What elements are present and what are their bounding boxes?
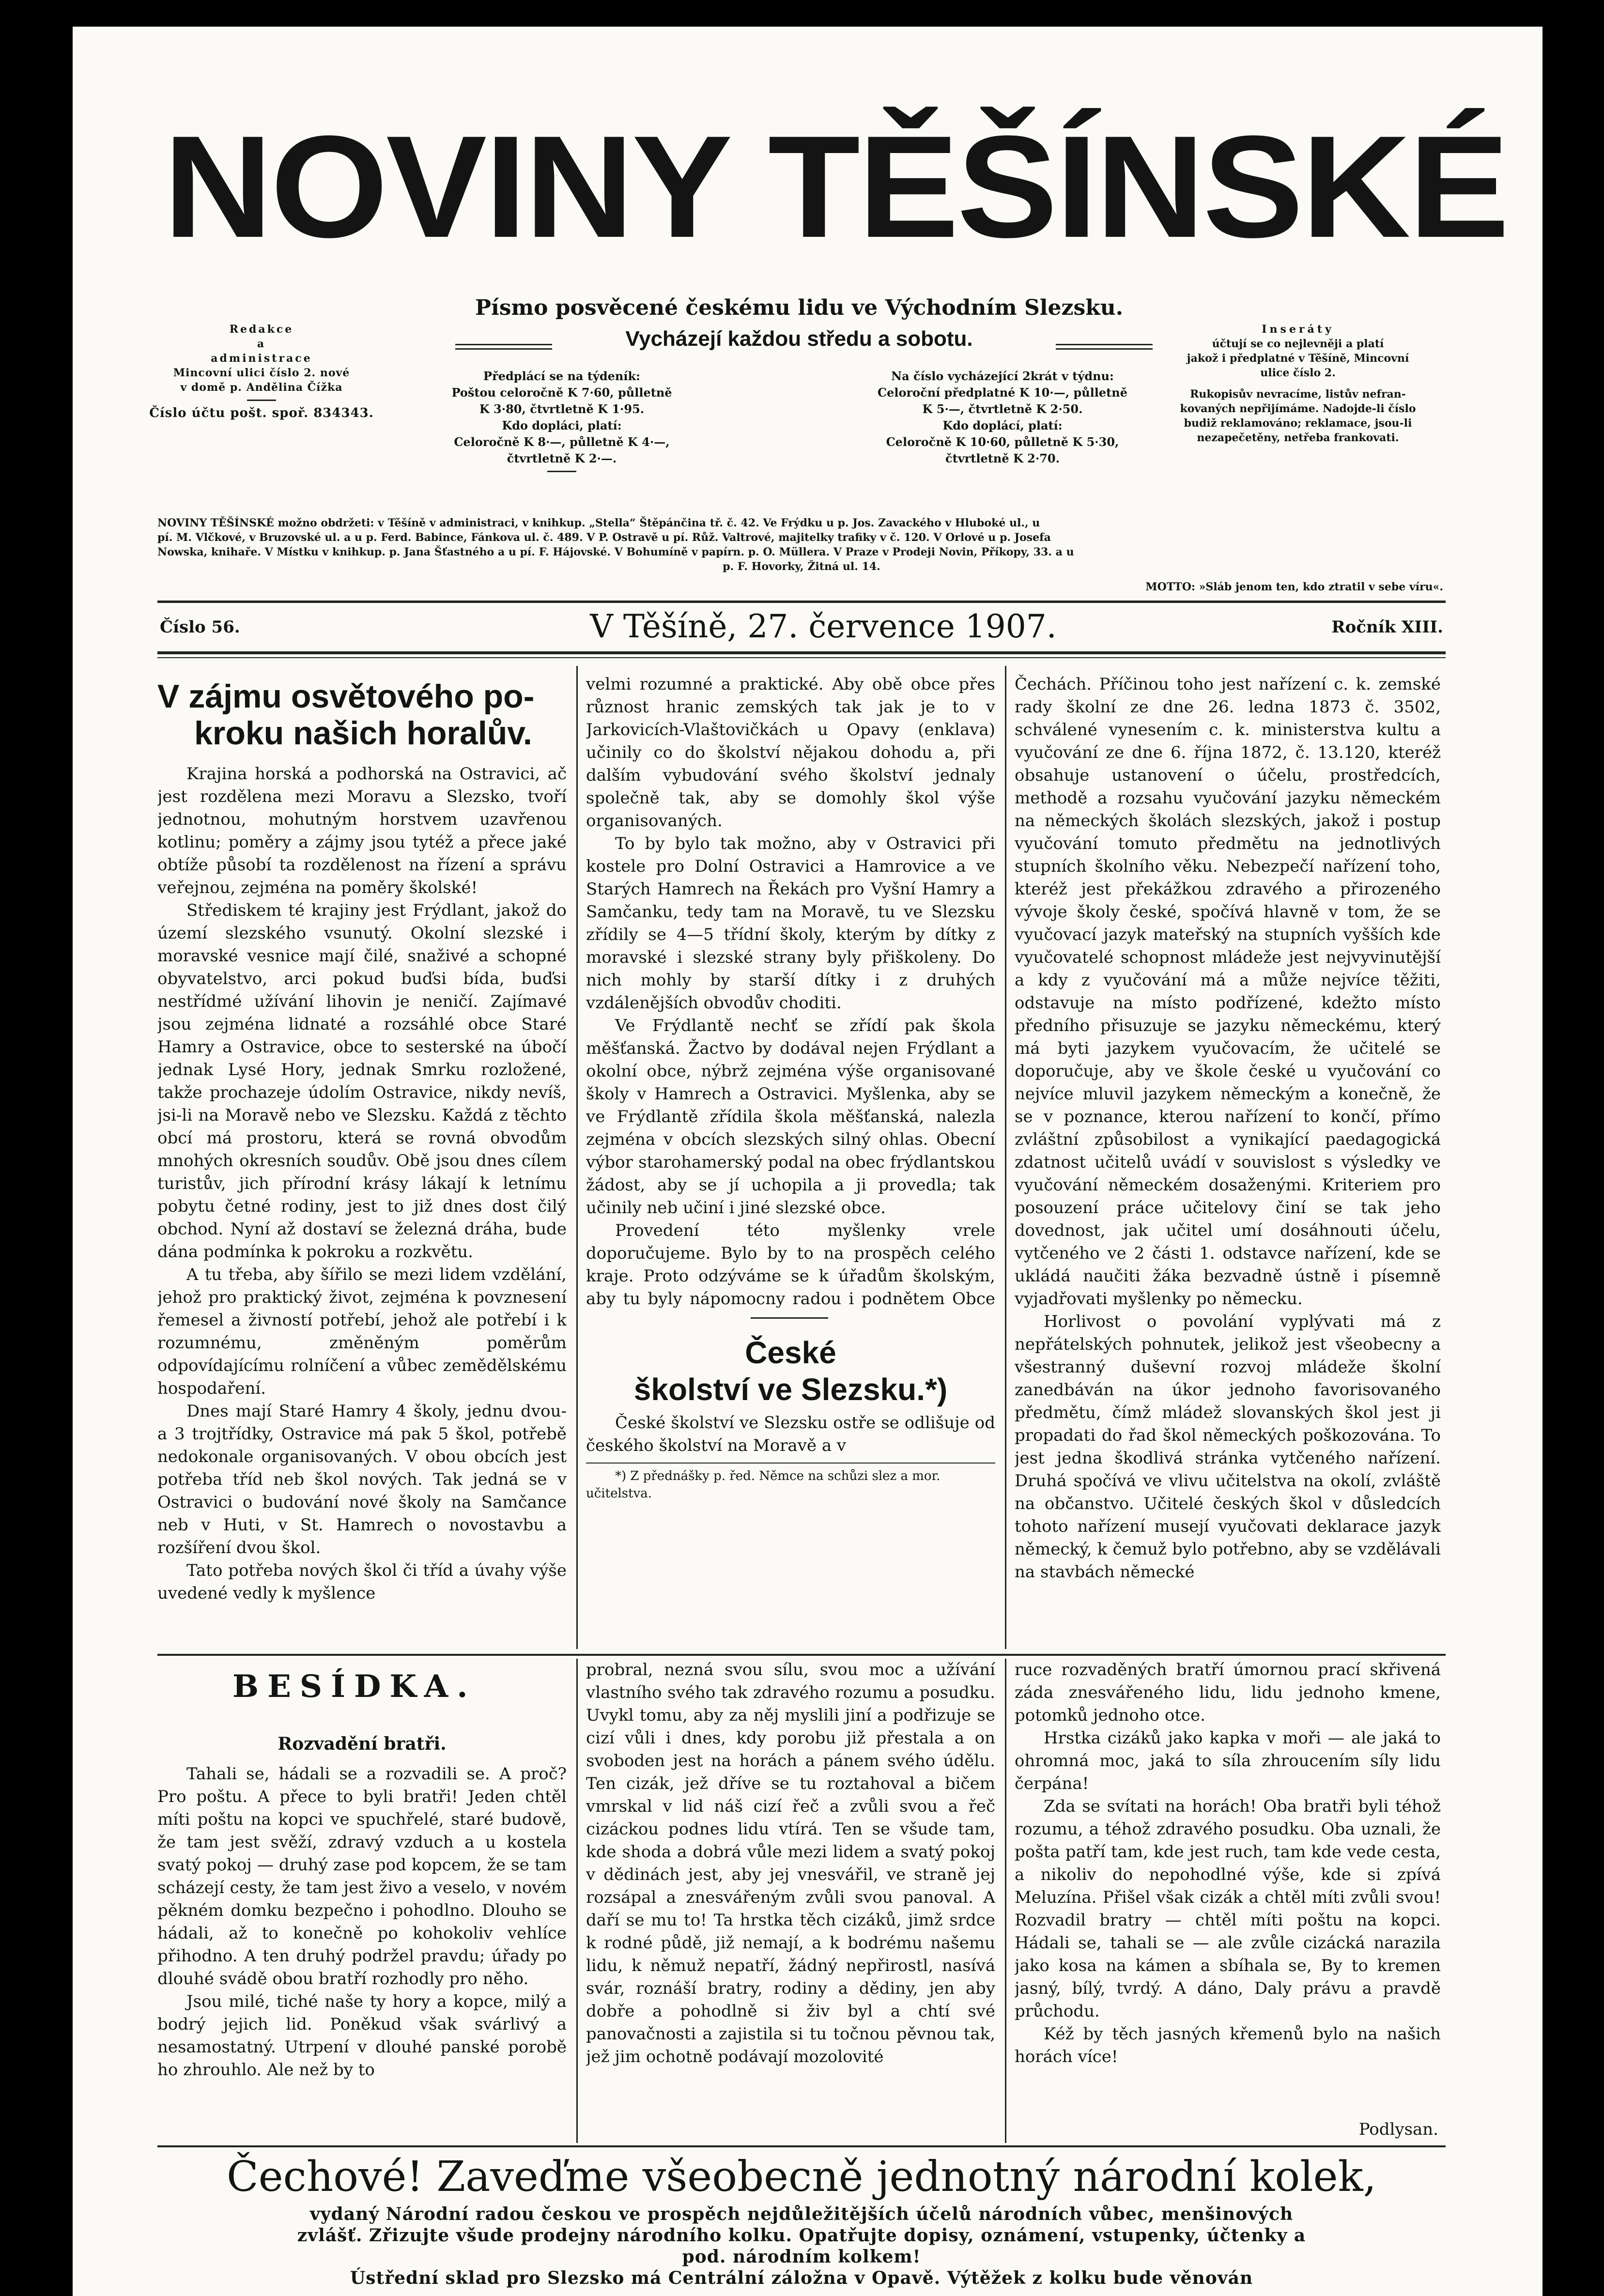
footnote: *) Z přednášky p. řed. Němce na schůzi slez a mor. učitelstva. [586,1469,941,1501]
issue-number: Číslo 56. [160,617,240,637]
banner-line: vydaný Národní radou českou ve prospěch nejdůležitějších účelů národních vůbec, menšinových [309,2204,1294,2224]
advertising-line: budiž reklamováno; reklamace, jsou-li [1184,417,1412,430]
column-rule [576,666,578,1649]
column-rule [576,1659,578,2143]
article-headline-2 [586,1334,995,1408]
ornament-rule-left [455,344,552,350]
motto: MOTTO: »Sláb jenom ten, kdo ztratil v sebe víru«. [1145,581,1443,593]
advertising-box [1162,322,1434,445]
article-column-1 [157,763,567,1649]
article-headline [157,678,569,752]
column-rule [1005,1659,1006,2143]
article-column-3 [1015,673,1441,1649]
advertising-title: Inseráty [1262,323,1334,336]
banner-line: Ústřední sklad pro Slezsko má Centrální záložna v Opavě. Výtěžek z kolku bude věnován [350,2268,1253,2288]
weekly-line: čtvrtletně K 2·—. [507,451,617,465]
paragraph: Horlivost o povolání vyplývati má z nepřátelských pohnutek, jelikož jest všeobecny a všestranný duševní rozvoj mládeže školní zanedbáván na úkor jednoho favorisovaného předmětu, čímž mládež slovanských škol jest ji propadati do řad škol německých poškozována. To jest jedna škodlivá stránka vytčeného nařízení. Druhá spočívá ve vlivu učitelstva na okolí, zvláště na občanstvo. Učitelé českých škol v důsledcích tohoto nařízení musejí vyučovati deklarace jazyk německý, k čemuž bylo potřebno, aby se vzdělávali na stavbách německé [1015,1312,1441,1582]
paragraph: Čechách. Příčinou toho jest nařízení c. k. zemské rady školní ze dne 26. ledna 1873 č. 3502, schválené vynesením c. k. ministerstva kultu a vyučování ze dne 6. října 1872, č. 13.120, kteréž obsahuje ustanovení o účelu, prostředcích, methodě a rozsahu vyučování jazyku německém na německých školách slezských, jakož i postup vyučování tomuto předmětu na jednotlivých stupních školního věku. Nebezpečí nařízení toho, kteréž jest překážkou zdravého a přirozeného vývoje školy české, spočívá hlavně v tom, že se vyučovací jazyk mateřský na stupních vyšších kde vyučovatelé schopnost mládeže jest nejvyvinutější a kdy z vyučování má a může nejvíce těžiti, odstavuje na místo podřízené, kdežto místo předního přisuzuje se jazyku německému, který má byti jazykem vyučovacím, že učitelé se doporučuje, aby ve škole české u vyučování co nejvíce mluvil jazykem německým a konečně, že se v poznance, kterou nařízení to končí, přímo zvláštní způsobilost a vynikající paedagogická zdatnost učitelů uvádí v souvislost s výsledky ve vyučování německém dosaženými. Kriteriem pro posouzení práce učitelovy činí se tak jeho dovednost, jak učitel umí dosáhnouti účelu, vytčeného ve 2 části 1. odstavce nařízení, kde se ukládá naučiti žáka bezvadně ústně i písemně vyjadřovati myšlenky po německu. [1015,675,1441,1309]
volume: Ročník XIII. [1331,617,1443,637]
advertising-line: kovaných nepřijímáme. Nadojde-li číslo [1180,402,1416,415]
headline-line: školství ve Slezsku.*) [633,1372,948,1407]
feuilleton-column-2 [586,1659,995,2143]
editorial-box [145,322,378,420]
feuilleton-subtitle: Rozvadění bratři. [278,1734,447,1754]
advertising-line: jakož i předplatné v Těšíně, Mincovní [1187,352,1409,365]
divider [547,471,576,472]
banner-rule [157,2145,1446,2147]
banner-headline: Čechové! Zaveďme všeobecně jednotný národní kolek, [226,2153,1377,2201]
paragraph: Kéž by těch jasných křemenů bylo na našich horách více! [1015,2024,1441,2066]
twice-line: Celoroční předplatné K 10·—, půlletně [878,385,1127,400]
article-column-2 [586,673,995,1308]
divider [247,400,276,401]
banner-line: pod. národním kolkem! [682,2247,921,2267]
paragraph: Tato potřeba nových škol či tříd a úvahy výše uvedené vedly k myšlence [157,1561,567,1603]
distribution-line: Nowska, knihaře. V Místku v knihkup. p. Jana Šťastného a u pí. F. Hájovské. V Bohumíně v papírn. p. O. Müllera. V Praze v Prodeji Novin, Příkopy, 33. a u [157,546,1074,558]
twice-weekly-subscription [852,368,1153,467]
twice-line: čtvrtletně K 2·70. [945,451,1060,465]
appears-line: Vycházejí každou středu a sobotu. [625,327,973,351]
twice-line: Celoročně K 10·60, půlletně K 5·30, [886,435,1119,449]
twice-line: Kdo doplácí, platí: [942,418,1063,432]
banner-line: zvlášť. Zřizujte všude prodejny národního kolku. Opatřujte dopisy, oznámení, vstupenky, účtenky a [297,2225,1306,2246]
signature: Podlysan. [1358,2120,1438,2139]
weekly-line: Kdo dopláci, platí: [502,418,622,432]
paragraph: Ve Frýdlantě nechť se zřídí pak škola měšťanská. Žactvo by dodával nejen Frýdlant a okolní obce, nýbrž zejména výše organisované školy v Hamrech a Ostravici. Myšlenka, aby se ve Frýdlantě zřídila škola měšťanská, nalezla zejména v obcích slezských silný ohlas. Obecní výbor starohamerský podal na obec frýdlantskou žádost, aby se jí uchopila a ji provedla; tak učinily neb učiní i jiné slezské obce. [586,1016,995,1217]
paragraph: Dnes mají Staré Hamry 4 školy, jednu dvou- a 3 trojtřídky, Ostravice má pak 5 škol, potřebě nedokonale organisovaných. V obou obcích jest potřeba tříd neb škol nových. Tak jedná se v Ostravici o budování nové školy na Samčance neb v Huti, v St. Hamrech o novostavbu a rozšíření dvou škol. [157,1402,567,1557]
subtitle: Písmo posvěcené českému lidu ve Východním Slezsku. [475,295,1124,320]
weekly-subscription [431,368,693,476]
editorial-line: a [257,338,266,350]
weekly-title: Předplácí se na týdeník: [483,369,640,383]
banner-text [157,2204,1446,2289]
distribution-line: p. F. Hovorky, Žitná ul. 14. [723,560,880,573]
editorial-line: Redakce [229,323,294,336]
weekly-line: Celoročně K 8·—, půlletně K 4·—, [454,435,670,449]
paragraph: To by bylo tak možno, aby v Ostravici při kostele pro Dolní Ostravici a Hamrovice a ve Starých Hamrech na Řekách pro Vyšní Hamry a Samčanku, tedy tam na Moravě, tu ve Slezsku zřídily se 4—5 třídní školy, kterým by dítky z moravské i slezské strany byly přiškoleny. Do nich mohly by starší dítky i z druhých vzdálenějších obvodův choditi. [586,834,995,1013]
paragraph: Provedení této myšlenky vrele doporučujeme. Bylo by to na prospěch celého kraje. Proto odzýváme se k úřadům školským, aby tu byly nápomocny radou i podnětem Obce [586,1221,995,1308]
footnote-rule [586,1463,995,1464]
feuilleton-column-1 [157,1763,567,2145]
distribution-notice [157,516,1446,574]
advertising-line: ulice číslo 2. [1260,367,1336,379]
column-rule [1005,666,1006,1649]
feuilleton-rule [157,1654,1446,1656]
advertising-line: nezapečetěny, netřeba frankovati. [1197,431,1399,444]
masthead-title: NOVINY TĚŠÍNSKÉ [163,105,1508,268]
issue-rule-thin [157,657,1446,658]
paragraph: Tahali se, hádali se a rozvadili se. A proč? Pro poštu. A přece to byli bratři! Jeden chtěl míti poštu na kopci ve spuchřelé, staré budově, že tam jest svěží, zdravý vzduch a u kostela svatý pokoj — druhý zase pod kopcem, že se tam scházejí cesty, že tam jest živo a veselo, v novém pěkném domku bezpečno i pohodlno. Dlouho se hádali, až to konečně po kohokoliv vehlíce přihodno. A ten druhý podržel pravdu; úřady po dlouhé svádě obou bratří rozhodly pro něho. [157,1764,567,1988]
separator [751,1317,828,1319]
paragraph: Hrstka cizáků jako kapka v moři — ale jaká to ohromná moc, jaká to síla zhroucením síly lidu čerpána! [1015,1728,1441,1793]
editorial-line: Mincovní ulici číslo 2. nové [173,367,350,379]
feuilleton-column-3 [1015,1659,1441,2124]
paragraph: probral, nezná svou sílu, svou moc a užívání vlastního svého tak zdravého rozumu a posudku. Uvykl tomu, aby za něj myslili jiní a podřizuje se cizí vůli i dnes, kdy porobu již přestala a on svoboden jest na horách a pánem svého údělu. Ten cizák, jež dříve se tu roztahoval a bičem vmrskal v lid náš cizí řeč a zvůli svou a řeč cizáckou podnes lidu vtírá. Ten se všude tam, kde shoda a dobrá vůle mezi lidem a svatý pokoj v dědinách jest, aby jej vnesvářil, ve straně jej rozsápal a znesvářeným zvůli svou panoval. A daří se mu to! Ta hrstka těch cizáků, jimž srdce k rodné půdě, již nemají, a k bodrému našemu lidu, k němuž nepatří, žádný nepřirostl, nasívá svár, roznáší bratry, rodiny a dědiny, jen aby dobře a pohodlně si živ byl a chtí své panovačnosti a zajistila si tu točnou pěvnou tak, jež jim ochotně podávají mozolovité [586,1660,995,2066]
article-2-intro [586,1412,995,1460]
headline-line: V zájmu osvětového po- [157,678,535,715]
paragraph: Jsou milé, tiché naše ty hory a kopce, milý a bodrý jejich lid. Poněkud však svárlivý a nesamostatný. Utrpení v dlouhé panské porobě ho zhrouhlo. Ale než by to [157,1992,567,2080]
weekly-line: K 3·80, čtvrtletně K 1·95. [479,402,645,416]
advertising-line: Rukopisův nevracíme, listův nefran- [1190,388,1406,401]
distribution-line: pí. M. Vlčkové, v Bruzovské ul. a u p. Ferd. Babince, Fánkova ul. č. 489. V P. Ostravě u pí. Růž. Valtrové, majitelky trafiky v č. 120. V Orlové u p. Josefa [157,531,1051,544]
issue-rule [157,651,1446,654]
feuilleton-title: BESÍDKA. [232,1668,477,1705]
paragraph: Zda se svítati na horách! Oba bratři byli téhož rozumu, a téhož zdravého posudku. Oba uznali, že pošta patří tam, kde jest ruch, tam kde vede cesta, a nikoliv do nepohodlné výše, kde si zpívá Meluzína. Přišel však cizák a chtěl míti zvůli svou! Rozvadil bratry — chtěl míti poštu na kopci. Hádali se, tahali se — ale zvůle cizácká narazila jako kosa na kámen a sbíhala se, By to kremen jasný, bílý, tvrdý. A dáno, Daly právu a pravdě průchodu. [1015,1797,1441,2021]
place-date: V Těšíně, 27. července 1907. [590,608,1057,645]
weekly-line: Poštou celoročně K 7·60, půlletně [451,385,672,400]
advertising-line: účtují se co nejlevněji a platí [1212,338,1384,350]
paragraph: Střediskem té krajiny jest Frýdlant, jakož do území slezského vsunutý. Okolní slezské i moravské vesnice mají čilé, snaživé a schopné obyvatelstvo, arci pokud buďsi bída, buďsi nestřídmé užívání lihovin je neničí. Zajímavé jsou zejména lidnaté a rozsáhlé obce Staré Hamry a Ostravice, obce to sesterské na úbočí jednak Lysé Hory, jednak Smrku rozložené, takže prochazeje údolím Ostravice, nikdy nevíš, jsi-li na Moravě nebo ve Slezsku. Každá z těchto obcí má prostoru, která se rovná obvodům mnohých okresních soudův. Obě jsou dnes cílem turistův, jich přírodní krásy lákají k letnímu pobytu četné rodiny, jest to již dnes dost čilý obchod. Nyní až dostaví se železná dráha, bude dána podmínka k pokroku a rozkvětu. [157,901,567,1262]
paragraph: ruce rozvaděných bratří úmornou prací skřivená záda znesvářeného lidu, lidu jednoho kmene, potomků jednoho otce. [1015,1660,1441,1725]
ornament-rule-right [1056,344,1153,350]
editorial-line: v domě p. Andělina Čížka [180,381,343,394]
newspaper-page [73,27,1542,2296]
distribution-line: NOVINY TĚŠÍNSKÉ možno obdržeti: v Těšíně v administraci, v knihkup. „Stella“ Štěpánčina tř. č. 42. Ve Frýdku u p. Jos. Zavackého v Hluboké ul., u [157,517,1040,529]
twice-title: Na číslo vycházející 2krát v týdnu: [891,369,1114,383]
headline-line: České [745,1335,836,1370]
header-rule [157,601,1446,603]
headline-line: kroku našich horalův. [194,715,532,752]
paragraph: Krajina horská a podhorská na Ostravici, ač jest rozdělena mezi Moravu a Slezsko, tvoří jednotnou, mohutným horstvem uzavřenou kotlinu; poměry a zájmy jsou tytéž a přece jaké obtíže působí ta rozdělenost na řízení a správu veřejnou, zejména na poměry školské! [157,764,567,897]
twice-line: K 5·—, čtvrtletně K 2·50. [922,402,1083,416]
paragraph: velmi rozumné a praktické. Aby obě obce přes různost hranic zemských tak jak je to v Jarkovicích-Vlaštovičkách u Opavy (enklava) učinily co do školství nějakou dohodu a, při dalším vybudování svého školství jednaly společně tak, aby se domohly škol výše organisovaných. [586,675,995,831]
editorial-line: administrace [211,352,312,365]
paragraph: České školství ve Slezsku ostře se odlišuje od českého školství na Moravě a v [586,1413,995,1455]
account-number: Číslo účtu pošt. spoř. 834343. [149,406,374,420]
paragraph: A tu třeba, aby šířilo se mezi lidem vzdělání, jehož pro praktický život, zejména k povznesení řemesel a živností potřebí, jehož ale potřebí i k rozumnému, změněným poměrům odpovídajícímu rolníčení a vůbec zemědělskému hospodaření. [157,1265,567,1398]
